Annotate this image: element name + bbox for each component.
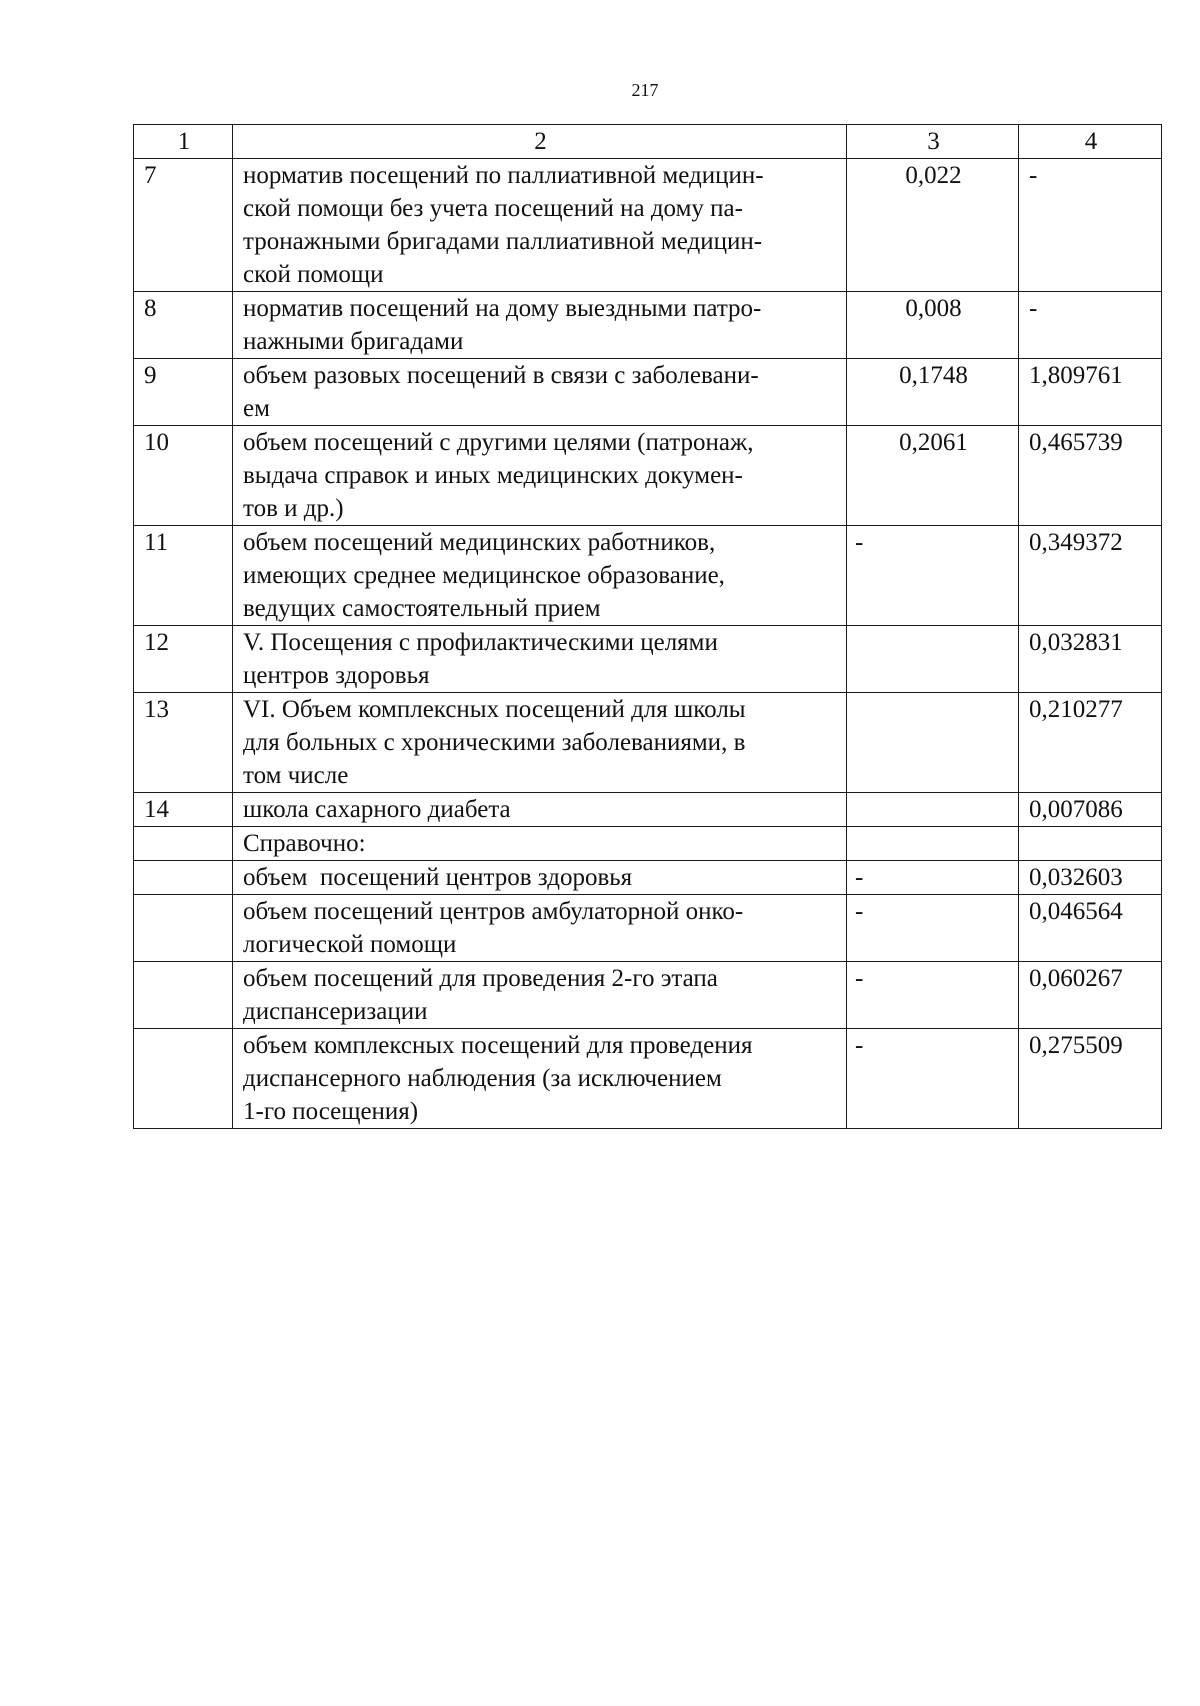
table-header-row [134,125,1162,159]
column-3-value [847,827,1019,861]
column-3-value: 0,2061 [847,426,1019,526]
table-row [134,292,1162,359]
data-table [133,124,1162,1129]
row-number-cell [134,827,233,861]
table-row [134,827,1162,861]
table-row [134,159,1162,292]
column-4-value: 0,007086 [1019,793,1162,827]
description-line: 1-го посещения) [243,1098,419,1125]
column-3-value: - [847,895,1019,962]
column-3-value [847,793,1019,827]
row-description-cell [233,1029,847,1129]
table-row [134,526,1162,626]
column-3-value [847,693,1019,793]
table-row [134,861,1162,895]
column-3-value: 0,1748 [847,359,1019,426]
description-line: ем [243,395,270,422]
table-row [134,359,1162,426]
table-row [134,626,1162,693]
description-line: логической помощи [243,931,457,958]
header-cell-3: 3 [847,125,1019,159]
column-3-value: - [847,962,1019,1029]
column-4-value: 0,032831 [1019,626,1162,693]
description-line: для больных с хроническими заболеваниями, в [243,729,746,756]
description-line: VI. Объем комплексных посещений для школы [243,696,746,723]
row-description-cell [233,895,847,962]
row-number-cell: 10 [134,426,233,526]
row-description-cell [233,693,847,793]
column-4-value: - [1019,159,1162,292]
column-3-value: 0,022 [847,159,1019,292]
table-row [134,962,1162,1029]
column-4-value: 0,032603 [1019,861,1162,895]
table-row [134,693,1162,793]
table-row [134,793,1162,827]
description-line: норматив посещений на дому выездными патро- [243,295,762,322]
row-description-cell [233,626,847,693]
table-row [134,895,1162,962]
row-description-cell [233,861,847,895]
row-number-cell: 8 [134,292,233,359]
row-description-cell [233,359,847,426]
row-number-cell [134,962,233,1029]
description-line: Справочно: [243,830,366,857]
row-description-cell [233,962,847,1029]
row-description-cell [233,793,847,827]
row-number-cell: 12 [134,626,233,693]
description-line: объем посещений центров здоровья [243,864,633,891]
table-body [134,125,1162,1129]
column-3-value [847,626,1019,693]
column-3-value: - [847,526,1019,626]
column-4-value: 0,275509 [1019,1029,1162,1129]
description-line: объем посещений центров амбулаторной онко- [243,898,744,925]
description-line: школа сахарного диабета [243,796,511,823]
row-description-cell [233,292,847,359]
description-line: нажными бригадами [243,328,464,355]
row-number-cell: 9 [134,359,233,426]
row-number-cell: 14 [134,793,233,827]
row-description-cell [233,159,847,292]
description-line: объем разовых посещений в связи с заболевани- [243,362,759,389]
description-line: ведущих самостоятельный прием [243,595,601,622]
description-line: ской помощи [243,261,384,288]
description-line: диспансеризации [243,998,428,1025]
column-4-value: - [1019,292,1162,359]
row-number-cell [134,1029,233,1129]
row-number-cell: 13 [134,693,233,793]
header-cell-1: 1 [134,125,233,159]
table-row [134,426,1162,526]
header-cell-2: 2 [233,125,847,159]
table-row [134,1029,1162,1129]
description-line: имеющих среднее медицинское образование, [243,562,725,589]
column-3-value: 0,008 [847,292,1019,359]
column-3-value: - [847,1029,1019,1129]
row-description-cell [233,526,847,626]
page-number: 217 [631,80,659,100]
row-number-cell [134,861,233,895]
header-cell-4: 4 [1019,125,1162,159]
column-4-value: 0,349372 [1019,526,1162,626]
column-4-value: 0,465739 [1019,426,1162,526]
description-line: центров здоровья [243,662,430,689]
description-line: V. Посещения с профилактическими целями [243,629,718,656]
description-line: выдача справок и иных медицинских докумен- [243,462,743,489]
description-line: норматив посещений по паллиативной медицин- [243,162,764,189]
column-4-value [1019,827,1162,861]
description-line: том числе [243,762,349,789]
column-4-value: 0,060267 [1019,962,1162,1029]
description-line: ской помощи без учета посещений на дому па- [243,195,743,222]
row-number-cell: 7 [134,159,233,292]
column-4-value: 0,210277 [1019,693,1162,793]
column-3-value: - [847,861,1019,895]
description-line: объем посещений с другими целями (патронаж, [243,429,754,456]
description-line: тронажными бригадами паллиативной медицин- [243,228,763,255]
column-4-value: 1,809761 [1019,359,1162,426]
description-line: тов и др.) [243,495,344,522]
description-line: объем посещений медицинских работников, [243,529,716,556]
column-4-value: 0,046564 [1019,895,1162,962]
description-line: объем посещений для проведения 2-го этапа [243,965,718,992]
description-line: диспансерного наблюдения (за исключением [243,1065,722,1092]
row-number-cell [134,895,233,962]
row-number-cell: 11 [134,526,233,626]
row-description-cell [233,426,847,526]
row-description-cell [233,827,847,861]
description-line: объем комплексных посещений для проведения [243,1032,753,1059]
